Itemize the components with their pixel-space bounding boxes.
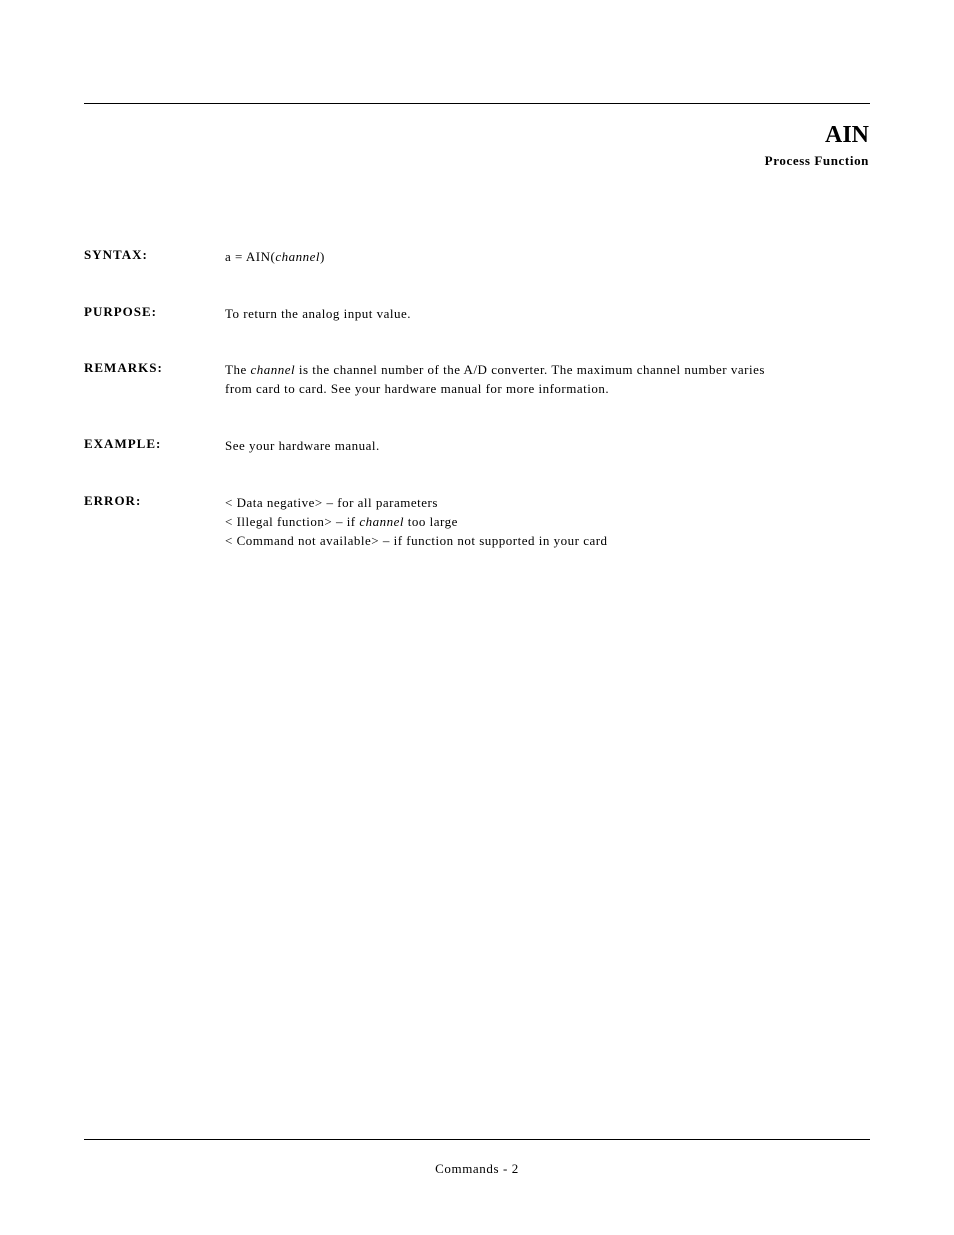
command-type: Process Function xyxy=(764,153,869,168)
remarks-text xyxy=(225,360,865,398)
purpose-label: PURPOSE: xyxy=(84,304,157,319)
purpose-text xyxy=(225,304,865,323)
bottom-rule xyxy=(84,1139,870,1140)
syntax-param: channel xyxy=(275,249,320,264)
purpose-line: To return the analog input value. xyxy=(225,306,411,321)
error-line-2-pre: < Illegal function> – if xyxy=(225,514,360,529)
example-label: EXAMPLE: xyxy=(84,436,162,451)
command-name: AIN xyxy=(824,122,869,148)
error-label: ERROR: xyxy=(84,493,142,508)
remarks-line-1-post: is the channel number of the A/D converter. The maximum channel number varies xyxy=(295,362,765,377)
remarks-line-2: from card to card. See your hardware manual for more information. xyxy=(225,381,610,396)
remarks-line-1-pre: The xyxy=(225,362,251,377)
syntax-prefix: a = AIN( xyxy=(225,249,276,264)
syntax-text xyxy=(225,247,865,266)
page-footer: Commands - 2 xyxy=(435,1161,519,1176)
syntax-label: SYNTAX: xyxy=(84,247,148,262)
remarks-param: channel xyxy=(250,362,296,377)
error-line-3: < Command not available> – if function not supported in your card xyxy=(225,533,608,548)
top-rule xyxy=(84,103,870,104)
error-line-2-post: too large xyxy=(404,514,458,529)
error-text xyxy=(225,493,865,550)
error-param: channel xyxy=(359,514,405,529)
syntax-suffix: ) xyxy=(319,249,325,264)
example-text xyxy=(225,436,865,455)
remarks-line-1 xyxy=(225,360,865,379)
error-line-2 xyxy=(225,512,865,531)
example-line: See your hardware manual. xyxy=(225,438,380,453)
error-line-1: < Data negative> – for all parameters xyxy=(225,495,438,510)
remarks-label: REMARKS: xyxy=(84,360,163,375)
